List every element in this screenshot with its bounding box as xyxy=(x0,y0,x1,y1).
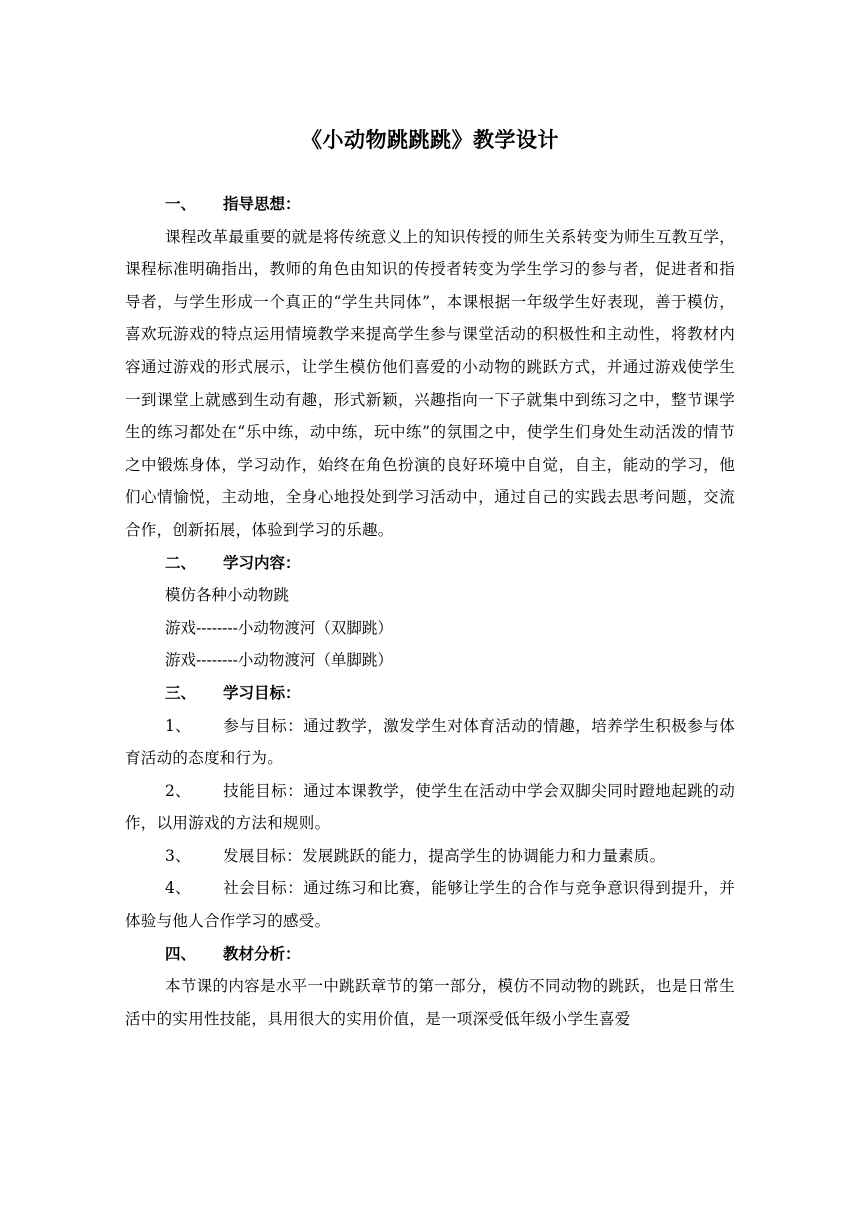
objective-item xyxy=(125,872,735,937)
section-number: 一、 xyxy=(165,194,197,213)
paragraph-guiding-ideology: 课程改革最重要的就是将传统意义上的知识传授的师生关系转变为师生互教互学，课程标准明确指出，教师的角色由知识的传授者转变为学生学习的参与者，促进者和指导者，与学生形成一个真正的“学生共同体”，本课根据一年级学生好表现，善于模仿，喜欢玩游戏的特点运用情境教学来提高学生参与课堂活动的积极性和主动性，将教材内容通过游戏的形式展示，让学生模仿他们喜爱的小动物的跳跃方式，并通过游戏使学生一到课堂上就感到生动有趣，形式新颖，兴趣指向一下子就集中到练习之中，整节课学生的练习都处在“乐中练，动中练，玩中练”的氛围之中，使学生们身处生动活泼的情节之中锻炼身体，学习动作，始终在角色扮演的良好环境中自觉，自主，能动的学习，他们心情愉悦，主动地，全身心地投处到学习活动中，通过自己的实践去思考问题，交流合作，创新拓展，体验到学习的乐趣。 xyxy=(125,227,735,539)
section-title: 教材分析： xyxy=(223,943,301,963)
objective-number: 1、 xyxy=(165,716,191,735)
section-heading-learning-content xyxy=(125,547,735,580)
section-heading-learning-objectives xyxy=(125,677,735,710)
section-title: 学习内容： xyxy=(223,552,301,572)
section-number: 三、 xyxy=(165,682,197,702)
objective-text: 社会目标：通过练习和比赛，能够让学生的合作与竞争意识得到提升，并体验与他人合作学习的感受。 xyxy=(125,879,735,931)
document-body xyxy=(125,188,735,1035)
section-title: 学习目标： xyxy=(223,682,301,702)
section-number: 二、 xyxy=(165,552,197,572)
objective-number: 2、 xyxy=(165,781,191,800)
objective-item xyxy=(125,775,735,840)
content-line: 游戏--------小动物渡河（单脚跳） xyxy=(165,651,393,670)
objective-item xyxy=(125,710,735,775)
paragraph-material-analysis: 本节课的内容是水平一中跳跃章节的第一部分，模仿不同动物的跳跃，也是日常生活中的实用性技能，具用很大的实用价值，是一项深受低年级小学生喜爱 xyxy=(125,977,735,1028)
objective-text: 参与目标：通过教学，激发学生对体育活动的情趣，培养学生积极参与体育活动的态度和行为。 xyxy=(125,716,735,768)
objective-text: 技能目标：通过本课教学，使学生在活动中学会双脚尖同时蹬地起跳的动作，以用游戏的方法和规则。 xyxy=(125,781,735,833)
objective-number: 4、 xyxy=(165,879,191,898)
section-title: 指导思想： xyxy=(223,194,301,213)
document-title: 《小动物跳跳跳》教学设计 xyxy=(301,127,559,152)
section-number: 四、 xyxy=(165,943,197,963)
content-line: 游戏--------小动物渡河（双脚跳） xyxy=(165,618,393,637)
objective-number: 3、 xyxy=(165,846,191,865)
section-heading-material-analysis xyxy=(125,938,735,971)
objective-text: 发展目标：发展跳跃的能力，提高学生的协调能力和力量素质。 xyxy=(223,846,666,865)
content-line: 模仿各种小动物跳 xyxy=(165,586,290,605)
section-heading-guiding-ideology xyxy=(125,188,735,221)
objective-item xyxy=(125,840,735,873)
